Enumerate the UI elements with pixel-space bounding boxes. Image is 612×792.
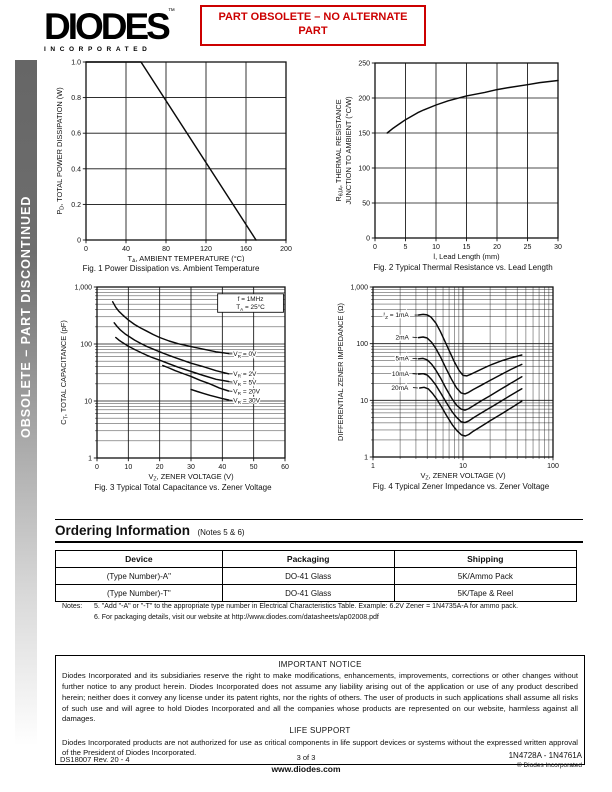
- cell-shipping-t: 5K/Tape & Reel: [394, 585, 576, 602]
- svg-text:100: 100: [547, 463, 559, 470]
- svg-text:f = 1MHz: f = 1MHz: [237, 295, 264, 303]
- svg-text:100: 100: [80, 341, 92, 349]
- part-range: 1N4728A - 1N4761A: [508, 751, 582, 760]
- fig1-caption: Fig. 1 Power Dissipation vs. Ambient Temperature: [82, 264, 260, 273]
- cell-device-t: (Type Number)-T": [56, 585, 223, 602]
- page-number: 3 of 3: [296, 753, 316, 762]
- svg-text:160: 160: [240, 246, 252, 253]
- svg-text:5: 5: [403, 244, 408, 251]
- svg-text:20: 20: [493, 244, 501, 251]
- svg-text:200: 200: [358, 95, 370, 103]
- obsolete-banner-line1: PART OBSOLETE – NO ALTERNATE: [218, 11, 408, 23]
- col-header-device: Device: [56, 551, 223, 568]
- svg-text:2mA: 2mA: [395, 334, 409, 342]
- svg-text:0: 0: [373, 244, 377, 251]
- svg-text:1,000: 1,000: [350, 284, 368, 292]
- svg-text:0: 0: [77, 237, 81, 245]
- svg-text:1: 1: [88, 455, 92, 463]
- note-5: 5. "Add "-A" or "-T" to the appropriate type number in Electrical Characteristics Table. Example: 6.2V Zener = 1N4735A-A for ammo pack.: [94, 603, 519, 610]
- life-support-text: Diodes Incorporated products are not authorized for use as critical components in life support devices or systems without the expressed written approval of the President of Diodes Incorporated.: [62, 737, 578, 758]
- diodes-logo: [44, 8, 175, 54]
- svg-text:25: 25: [523, 244, 532, 251]
- fig3-caption: Fig. 3 Typical Total Capacitance vs. Zener Voltage: [94, 483, 272, 492]
- svg-text:100: 100: [356, 341, 368, 349]
- figure-1: [38, 56, 304, 273]
- figure-3: [50, 280, 316, 492]
- svg-text:30: 30: [187, 464, 195, 471]
- svg-text:VR = 0V: $V_R = 0V$: [233, 351, 257, 359]
- important-notice-title: IMPORTANT NOTICE: [278, 660, 362, 669]
- svg-text:20: 20: [155, 464, 164, 471]
- fig4-caption: Fig. 4 Typical Zener Impedance vs. Zener Voltage: [372, 482, 550, 491]
- svg-text:0: 0: [95, 464, 99, 471]
- svg-text:10: 10: [84, 398, 92, 406]
- svg-text:IZ = 1mA: $I_Z = 1mA$: [383, 312, 409, 320]
- svg-text:0.4: 0.4: [71, 166, 81, 174]
- svg-text:0: 0: [366, 235, 370, 243]
- svg-text:5mA: 5mA: [395, 355, 409, 363]
- ordering-notes: [62, 602, 577, 623]
- svg-text:1: 1: [371, 463, 375, 470]
- svg-text:VR = 20V: $V_R = 20V$: [233, 388, 261, 397]
- svg-text:VR = 30V: $V_R = 30V$: [233, 397, 261, 406]
- svg-text:1: 1: [364, 454, 368, 462]
- svg-text:50: 50: [362, 200, 370, 208]
- obsolete-banner: [200, 5, 426, 46]
- svg-text:10: 10: [459, 463, 467, 470]
- ordering-bottom-rule: [55, 541, 583, 543]
- logo-brand-text: DIODES: [44, 6, 168, 47]
- svg-text:CT, TOTAL CAPACITANCE (pF): $C_T$, TOTAL CAPACITANCE (pF): [59, 320, 70, 425]
- svg-text:0.6: 0.6: [71, 130, 81, 138]
- svg-text:RθJA, THERMAL RESISTANCE: $R_{\theta JA}$, THERMAL RESISTANCE: [334, 99, 345, 202]
- ordering-heading: [55, 522, 583, 540]
- svg-text:250: 250: [358, 60, 370, 68]
- svg-text:20mA: 20mA: [391, 384, 409, 392]
- svg-text:DIFFERENTIAL ZENER IMPEDANCE (: DIFFERENTIAL ZENER IMPEDANCE (Ω): [336, 303, 345, 441]
- table-row: [56, 568, 577, 585]
- svg-text:l, Lead Length (mm): l, Lead Length (mm): [433, 252, 500, 261]
- svg-text:TA = 25°C: $T_A = 25^\circ C$: [236, 304, 265, 312]
- sidebar-vertical-text: OBSOLETE – PART DISCONTINUED: [19, 195, 33, 438]
- table-row: [56, 585, 577, 602]
- doc-number: DS18007 Rev. 20 - 4: [60, 755, 130, 764]
- svg-text:100: 100: [358, 165, 370, 173]
- svg-text:PD, TOTAL POWER DISSIPATION (W: $P_D$, TOTAL POWER DISSIPATION (W): [55, 87, 66, 215]
- important-notice-text: Diodes Incorporated and its subsidiaries reserve the right to make modifications, enhancements, improvements, corrections or other changes without further notice to any product herein. Diodes Incorporated does not assume any liability arising out of the application or use of any product described herein; neither does it convey any license under its patent rights, nor the rights of others. The user of products in such applications shall assume all risks of such use and will agree to hold Diodes Incorporated and all the companies whose products are represented on our website, harmless against all damages.: [62, 671, 578, 724]
- col-header-shipping: Shipping: [394, 551, 576, 568]
- col-header-packaging: Packaging: [222, 551, 394, 568]
- ordering-top-rule: [55, 519, 583, 520]
- cell-packaging-a: DO-41 Glass: [222, 568, 394, 585]
- cell-device-a: (Type Number)-A": [56, 568, 223, 585]
- svg-text:40: 40: [122, 246, 130, 253]
- svg-text:30: 30: [554, 244, 562, 251]
- svg-text:10mA: 10mA: [391, 370, 409, 378]
- svg-text:VZ, ZENER VOLTAGE (V): $V_Z$, ZENER VOLTAGE (V): [148, 472, 234, 481]
- svg-text:JUNCTION TO AMBIENT (°C/W): JUNCTION TO AMBIENT (°C/W): [344, 96, 353, 205]
- notes-label: Notes:: [62, 603, 83, 610]
- svg-text:50: 50: [249, 464, 258, 471]
- copyright: © Diodes Incorporated: [516, 762, 582, 769]
- svg-text:10: 10: [124, 464, 133, 471]
- fig4-zener-impedance-chart: [328, 280, 594, 480]
- svg-text:10: 10: [432, 244, 440, 251]
- fig1-power-dissipation-chart: [38, 56, 304, 262]
- figure-2: [328, 56, 598, 272]
- ordering-title: Ordering Information: [55, 523, 190, 538]
- ordering-table: [55, 550, 577, 602]
- svg-text:VR = 5V: $V_R = 5V$: [233, 379, 257, 387]
- ordering-title-note: (Notes 5 & 6): [197, 528, 245, 537]
- svg-text:120: 120: [200, 246, 212, 253]
- ordering-table-header-row: [56, 551, 577, 568]
- svg-text:0.8: 0.8: [71, 95, 81, 103]
- svg-text:1.0: 1.0: [71, 59, 81, 67]
- svg-text:0: 0: [84, 246, 88, 253]
- svg-text:TA, AMBIENT TEMPERATURE (°C): $T_A$, AMBIENT TEMPERATURE (°C): [127, 254, 245, 262]
- svg-text:40: 40: [218, 464, 227, 471]
- life-support-title: LIFE SUPPORT: [289, 726, 351, 736]
- cell-shipping-a: 5K/Ammo Pack: [394, 568, 576, 585]
- obsolete-banner-line2: PART: [298, 25, 328, 38]
- svg-text:1,000: 1,000: [74, 284, 92, 292]
- important-notice-box: [55, 655, 585, 765]
- svg-text:0.2: 0.2: [71, 201, 81, 209]
- fig3-capacitance-chart: [50, 280, 316, 481]
- logo-subtitle: INCORPORATED: [44, 46, 152, 53]
- sidebar-text-wrap: [15, 98, 37, 438]
- svg-text:80: 80: [162, 246, 170, 253]
- obsolete-sidebar: [15, 60, 37, 746]
- svg-text:60: 60: [281, 464, 289, 471]
- svg-text:200: 200: [280, 246, 292, 253]
- figure-4: [328, 280, 594, 491]
- svg-text:10: 10: [360, 397, 368, 405]
- svg-text:15: 15: [462, 244, 471, 251]
- note-6: 6. For packaging details, visit our website at http://www.diodes.com/datasheets/ap02008.pdf: [94, 613, 379, 621]
- svg-text:VR = 2V: $V_R = 2V$: [233, 371, 257, 379]
- cell-packaging-t: DO-41 Glass: [222, 585, 394, 602]
- svg-text:150: 150: [358, 130, 370, 138]
- website-link[interactable]: www.diodes.com: [271, 764, 341, 774]
- fig2-thermal-resistance-chart: [328, 56, 598, 261]
- fig2-caption: Fig. 2 Typical Thermal Resistance vs. Lead Length: [373, 263, 553, 272]
- trademark-symbol: ™: [167, 8, 175, 15]
- svg-text:VZ, ZENER VOLTAGE (V): $V_Z$, ZENER VOLTAGE (V): [420, 471, 506, 480]
